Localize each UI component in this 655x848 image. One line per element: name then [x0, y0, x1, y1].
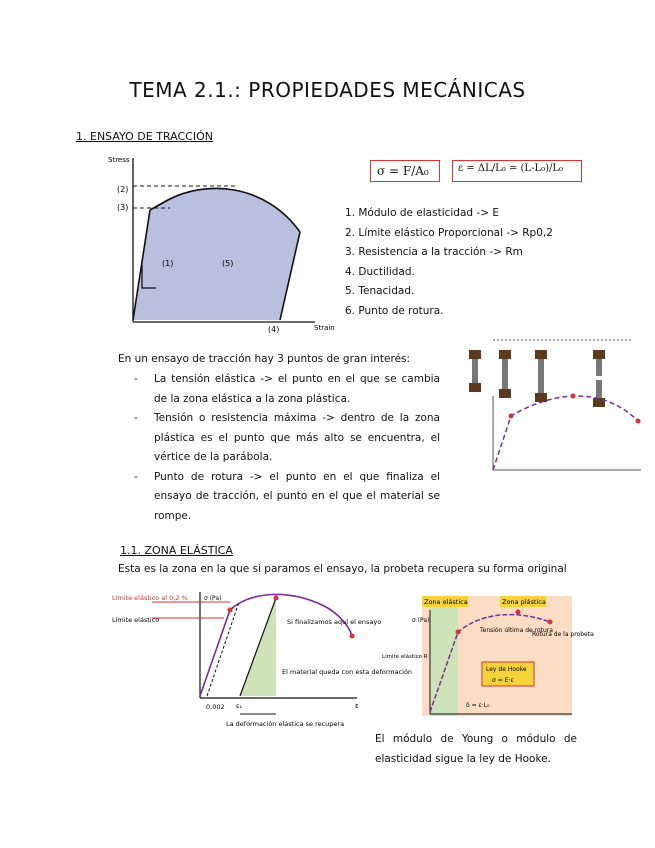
- rupture-point: [548, 620, 553, 625]
- ultimate-label: Tensión última de rotura: [480, 627, 553, 634]
- young-modulus-text: El módulo de Young o módulo de elasticidad sigue la ley de Hooke.: [375, 733, 577, 765]
- y-axis-label: Stress: [108, 156, 130, 164]
- hooke-eq: σ = E·ε: [492, 677, 514, 684]
- limit-point: [456, 630, 461, 635]
- zones-chart: [382, 592, 594, 722]
- list-item: 2. Límite elástico Proporcional -> Rp0,2: [345, 226, 553, 239]
- eps1-label: ε₁: [236, 702, 243, 710]
- formula-strain: ε = ΔL/L₀ = (L-L₀)/L₀: [452, 160, 582, 182]
- y-label: σ (Pa): [204, 595, 222, 602]
- specimen-illustration: [463, 336, 643, 472]
- x-axis-label: Strain: [314, 324, 335, 332]
- marker-3: (3): [117, 203, 129, 212]
- eps-eq: δ = ε·L₀: [466, 702, 490, 709]
- recover-note: La deformación elástica se recupera: [226, 720, 345, 728]
- offset-label: 0,002: [206, 703, 225, 711]
- specimen-1: [469, 350, 481, 392]
- marker-1: (1): [162, 259, 174, 268]
- interest-points-list: [120, 370, 440, 526]
- list-item: - Punto de rotura -> el punto en el que finaliza el ensayo de tracción, el punto en el que el material se rompe.: [134, 470, 440, 522]
- list-item: 5. Tenacidad.: [345, 285, 415, 297]
- marker-2: (2): [117, 185, 129, 194]
- list-item: 1. Módulo de elasticidad -> E: [345, 207, 499, 219]
- list-item: - Tensión o resistencia máxima -> dentro de la zona plástica es el punto que más alto se encuentra, el vértice de la parábola.: [134, 412, 440, 463]
- stop-note: Si finalizamos aquí el ensayo: [287, 618, 382, 626]
- section-heading-ensayo: 1. ENSAYO DE TRACCIÓN: [76, 130, 213, 143]
- properties-list: [345, 204, 553, 321]
- page-title: TEMA 2.1.: PROPIEDADES MECÁNICAS: [129, 78, 526, 102]
- zona-elastica-description: Esta es la zona en la que si paramos el ensayo, la probeta recupera su forma original: [118, 563, 567, 575]
- offset-line: [207, 602, 239, 696]
- ultimate-point: [516, 610, 521, 615]
- marker-5: (5): [222, 259, 234, 268]
- rupture-point: [350, 634, 355, 639]
- list-item: - La tensión elástica -> el punto en el que se cambia de la zona elástica a la zona plástica.: [134, 373, 440, 405]
- list-item: 4. Ductilidad.: [345, 265, 415, 278]
- list-item: 3. Resistencia a la tracción -> Rm: [345, 246, 523, 258]
- marker-4: (4): [268, 325, 280, 334]
- limit-point: [228, 608, 233, 613]
- stress-strain-chart: [100, 150, 345, 340]
- hooke-label: Ley de Hooke: [486, 666, 527, 673]
- formula-stress: σ = F/A₀: [370, 160, 440, 182]
- intro-text: En un ensayo de tracción hay 3 puntos de gran interés:: [118, 353, 411, 365]
- limit-02-label: Límite elástico al 0,2 %: [112, 594, 188, 602]
- zone-plastic-label: Zona plástica: [502, 598, 546, 606]
- limit-label: Límite elástico: [112, 616, 160, 624]
- zone-elastic-label: Zona elástica: [424, 598, 468, 606]
- specimen-2: [499, 350, 511, 398]
- y-label: σ (Pa): [412, 617, 430, 624]
- stop-point: [274, 596, 279, 601]
- list-item: 6. Punto de rotura.: [345, 304, 444, 317]
- limit-label: Límite elástico R: [382, 654, 428, 660]
- deform-note: El material queda con esta deformación: [282, 668, 413, 676]
- x-label: ε: [355, 702, 359, 710]
- section-heading-zona-elastica: 1.1. ZONA ELÁSTICA: [120, 544, 233, 557]
- rupture-label: Rotura de la probeta: [532, 631, 594, 638]
- elastic-zone-bg: [430, 606, 458, 716]
- specimen-3: [535, 350, 547, 402]
